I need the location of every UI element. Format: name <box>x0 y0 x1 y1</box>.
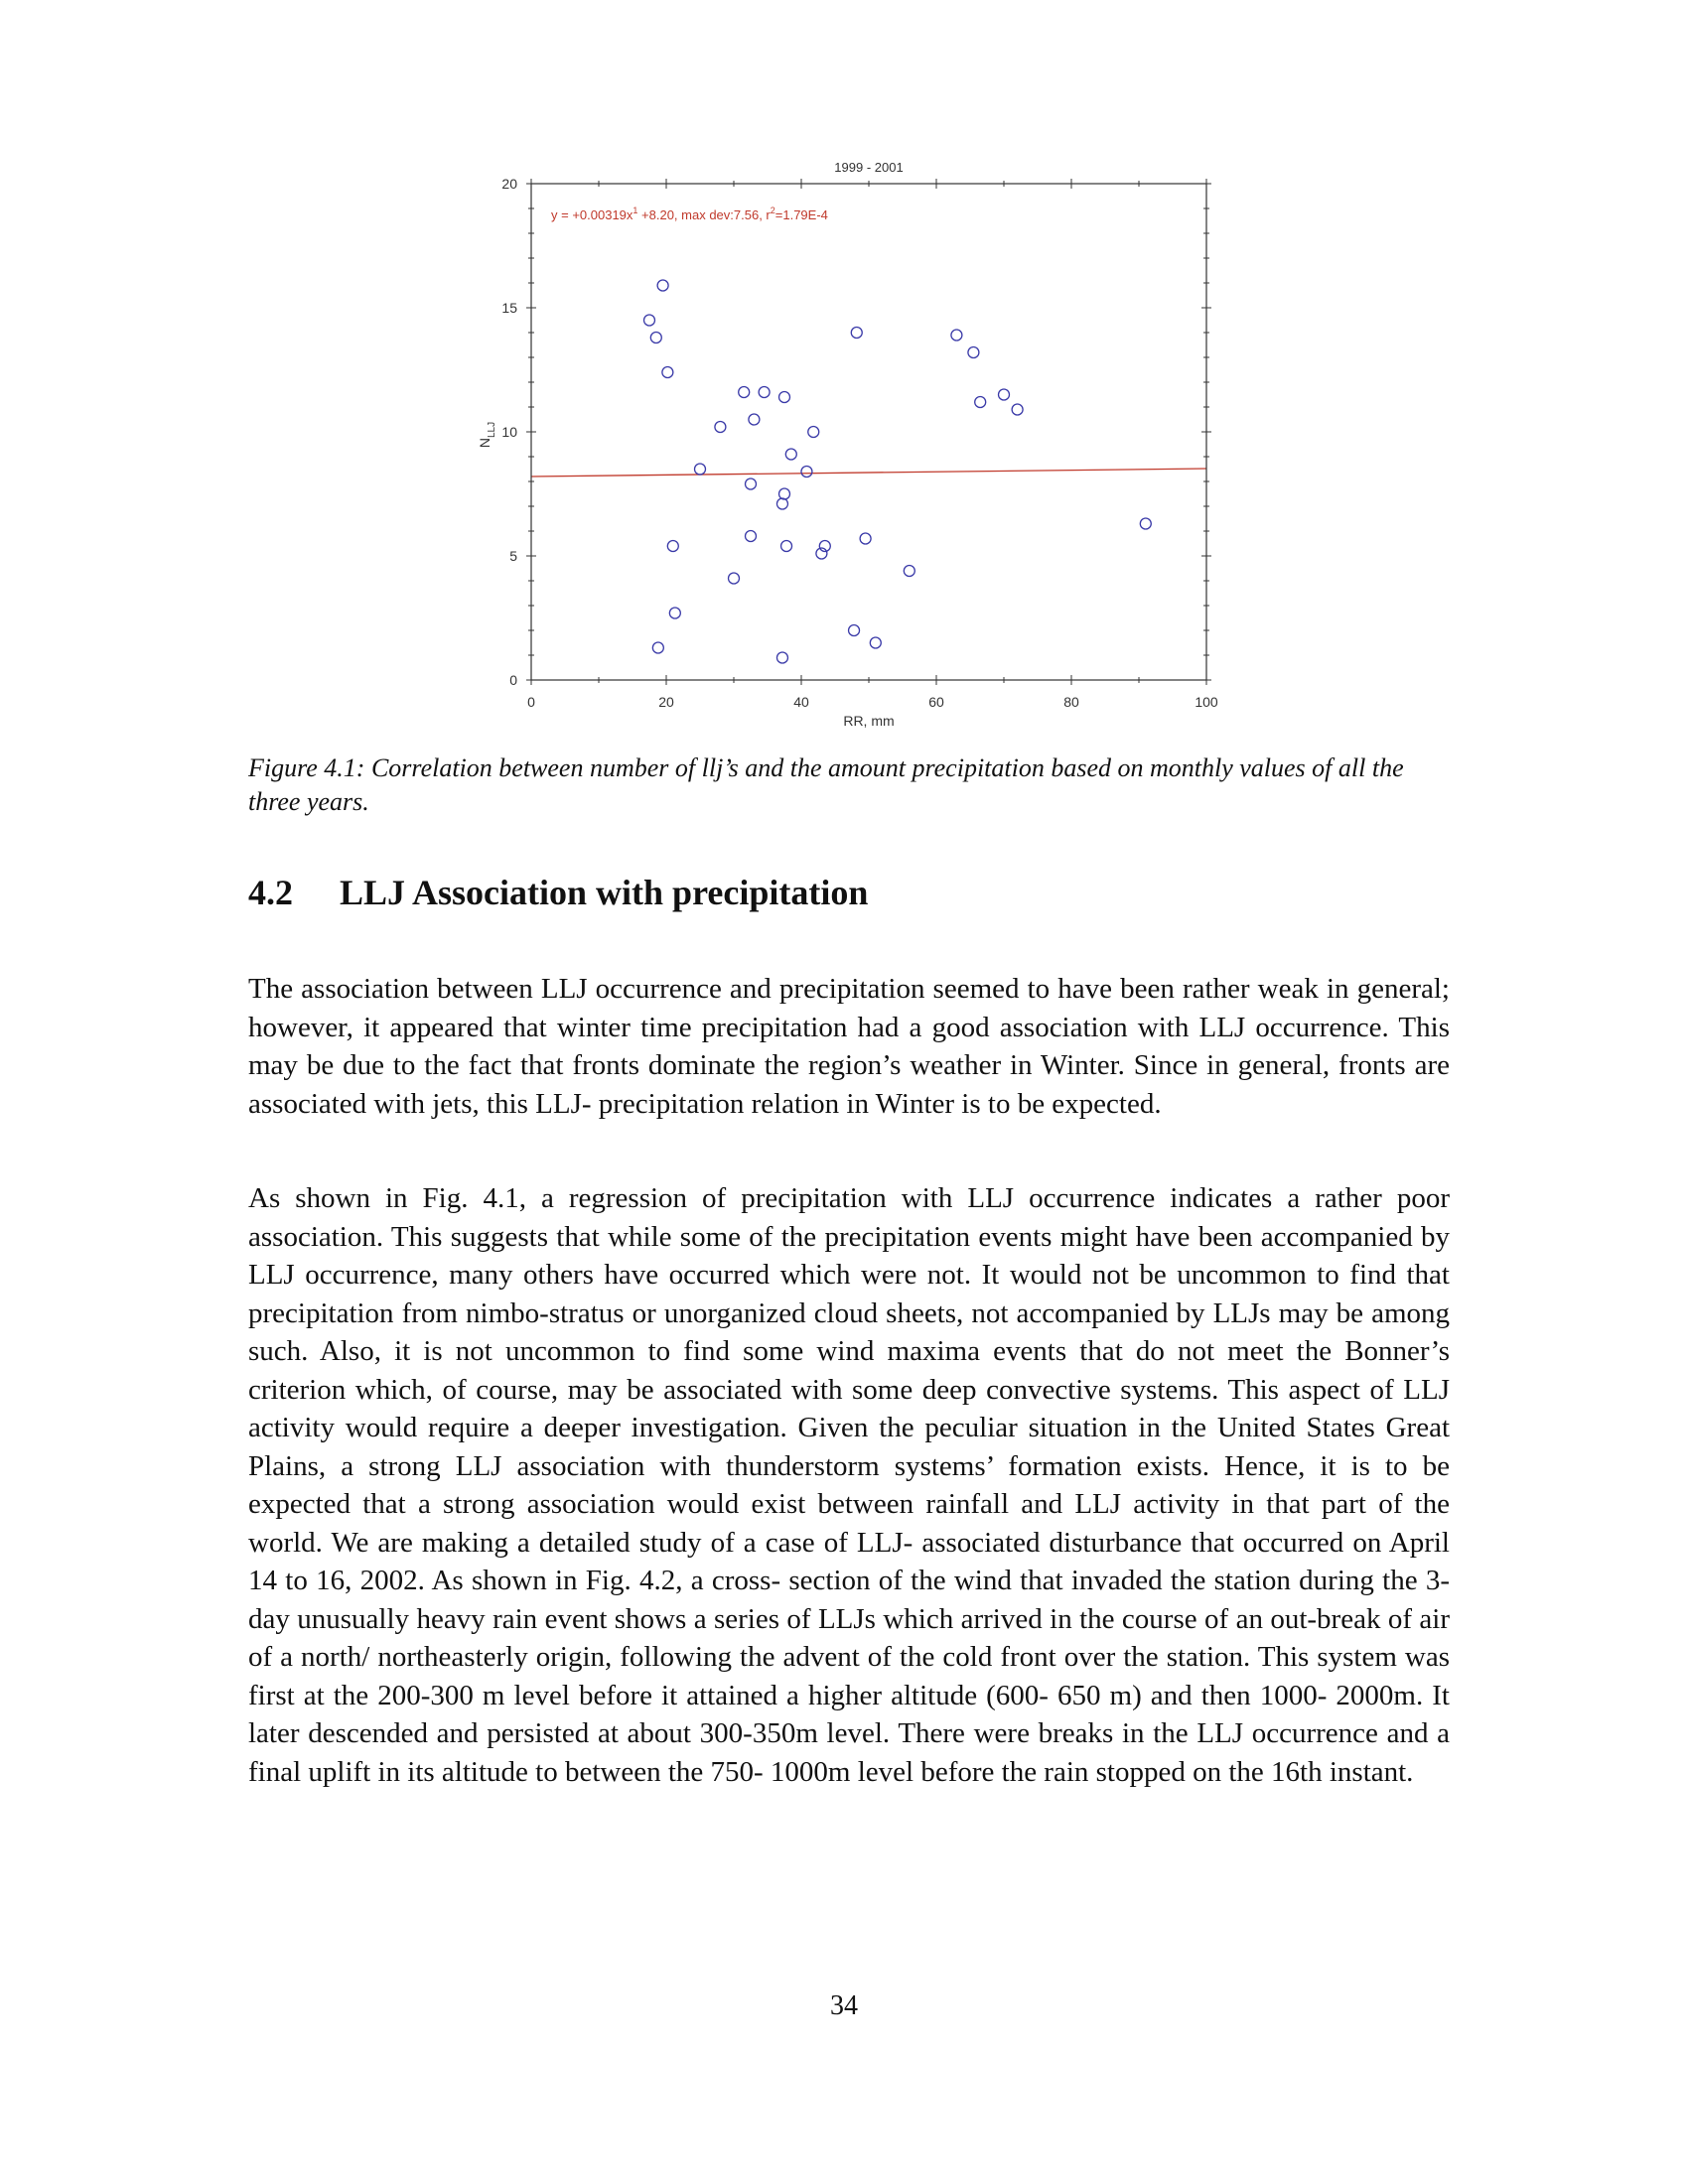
y-tick-label: 20 <box>501 176 517 192</box>
plot-frame <box>531 184 1206 680</box>
data-point <box>968 347 979 358</box>
data-point <box>999 389 1010 400</box>
data-point <box>904 566 914 577</box>
x-tick-label: 60 <box>928 694 944 710</box>
data-point <box>779 488 790 499</box>
y-tick-label: 5 <box>509 548 517 564</box>
paragraph: As shown in Fig. 4.1, a regression of precipitation with LLJ occurrence indicates a rather poor association. This suggests that while some of the precipitation events might have been accompanied by LLJ occurrence, many others have occurred which were not. It would not be uncommon to find that precipitation from nimbo-stratus or unorganized cloud sheets, not accompanied by LLJs may be among such. Also, it is not uncommon to find some wind maxima events that do not meet the Bonner’s criterion which, of course, may be associated with some deep convective systems. This aspect of LLJ activity would require a deeper investigation. Given the peculiar situation in the United States Great Plains, a strong LLJ association with thunderstorm systems’ formation exists. Hence, it is to be expected that a strong association would exist between rainfall and LLJ activity in that part of the world. We are making a detailed study of a case of LLJ- associated disturbance that occurred on April 14 to 16, 2002. As shown in Fig. 4.2, a cross- section of the wind that invaded the station during the 3-day unusually heavy rain event shows a series of LLJs which arrived in the course of an out-break of air of a north/ northeasterly origin, following the advent of the cold front over the station. This system was first at the 200-300 m level before it attained a higher altitude (600- 650 m) and then 1000- 2000m. It later descended and persisted at about 300-350m level. There were breaks in the LLJ occurrence and a final uplift in its altitude to between the 750- 1000m level before the rain stopped on the 16th instant. <box>248 1182 1450 1788</box>
data-point <box>729 573 740 584</box>
data-point <box>951 330 962 341</box>
data-point <box>739 387 750 398</box>
paragraph: The association between LLJ occurrence and precipitation seemed to have been rather weak in general; however, it appeared that winter time precipitation had a good association with LLJ occurrence. This may be due to the fact that fronts dominate the region’s weather in Winter. Since in general, fronts are associated with jets, this LLJ- precipitation relation in Winter is to be expected. <box>248 973 1450 1120</box>
y-tick-label: 15 <box>501 300 517 316</box>
data-point <box>808 427 819 438</box>
chart-title: 1999 - 2001 <box>834 160 904 175</box>
data-point <box>849 625 860 636</box>
data-point <box>1012 404 1023 415</box>
x-axis-label: RR, mm <box>843 713 895 729</box>
page-number: 34 <box>830 1990 858 2021</box>
x-tick-label: 100 <box>1195 694 1218 710</box>
section-number: 4.2 <box>248 873 293 912</box>
section-title: LLJ Association with precipitation <box>340 873 869 912</box>
data-point <box>975 397 986 408</box>
figure-caption: Figure 4.1: Correlation between number of llj’s and the amount precipitation based on monthly values of all the three years. <box>248 753 1404 816</box>
data-point <box>801 467 812 478</box>
data-point <box>779 392 790 403</box>
data-point <box>860 533 871 544</box>
data-point <box>749 414 760 425</box>
y-tick-label: 10 <box>501 424 517 440</box>
data-point <box>650 333 661 343</box>
data-point <box>667 541 678 552</box>
scatter-chart <box>457 154 1231 740</box>
y-tick-label: 0 <box>509 672 517 688</box>
section-heading <box>248 871 868 914</box>
data-point <box>644 315 655 326</box>
regression-line <box>531 469 1206 477</box>
data-point <box>776 652 787 663</box>
data-point <box>870 637 881 648</box>
x-tick-label: 20 <box>658 694 674 710</box>
x-tick-label: 80 <box>1063 694 1079 710</box>
fit-equation: $y = +0.00319x^1 +8.20$, max dev:7.56, $r^2=1.79E-4$ <box>551 205 828 222</box>
data-point <box>776 498 787 509</box>
x-tick-label: 0 <box>527 694 535 710</box>
data-point <box>715 422 726 433</box>
data-point <box>657 280 668 291</box>
data-point <box>1140 518 1151 529</box>
data-point <box>746 478 757 489</box>
data-point <box>785 449 796 460</box>
data-point <box>652 642 663 653</box>
data-point <box>746 531 757 542</box>
y-axis-label: $N_{LLJ}$ <box>477 421 497 449</box>
data-point <box>781 541 792 552</box>
data-point <box>662 367 673 378</box>
data-point <box>695 464 706 475</box>
x-tick-label: 40 <box>793 694 809 710</box>
data-point <box>759 387 770 398</box>
data-point <box>851 328 862 339</box>
data-point <box>669 608 680 618</box>
